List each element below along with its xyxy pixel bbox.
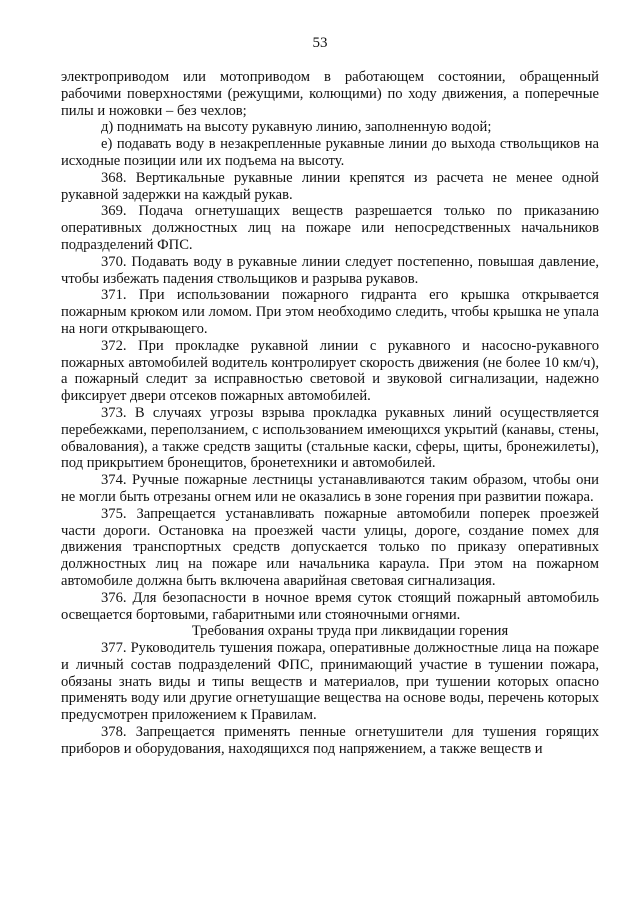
paragraph-371: 371. При использовании пожарного гидранта его крышка открывается пожарным крюком или ломом. При этом необходимо следить, чтобы крышка не упала на ноги открывающего. [61, 287, 599, 337]
paragraph-item-e: е) подавать воду в незакрепленные рукавные линии до выхода ствольщиков на исходные позиции или их подъема на высоту. [61, 136, 599, 169]
paragraph-372: 372. При прокладке рукавной линии с рукавного и насосно-рукавного пожарных автомобилей водитель контролирует скорость движения (не более 10 км/ч), а пожарный следит за исправностью световой и звуковой сигнализации, надежно фиксирует двери отсеков пожарных автомобилей. [61, 337, 599, 405]
paragraph-375: 375. Запрещается устанавливать пожарные автомобили поперек проезжей части дороги. Остановка на проезжей части улицы, дороге, создание помех для движения транспортных средств допускается только по приказу оперативных должностных лиц на пожаре или начальника караула. При этом на пожарном автомобиле должна быть включена аварийная световая сигнализация. [61, 505, 599, 589]
paragraph-374: 374. Ручные пожарные лестницы устанавливаются таким образом, чтобы они не могли быть отрезаны огнем или не оказались в зоне горения при развитии пожара. [61, 472, 599, 505]
paragraph-370: 370. Подавать воду в рукавные линии следует постепенно, повышая давление, чтобы избежать падения ствольщиков и разрыва рукавов. [61, 253, 599, 287]
paragraph-continuation: электроприводом или мотоприводом в работающем состоянии, обращенный рабочими поверхностями (режущими, колющими) по ходу движения, а поперечные пилы и ножовки – без чехлов; [61, 69, 599, 119]
paragraph-369: 369. Подача огнетушащих веществ разрешается только по приказанию оперативных должностных лиц на пожаре или непосредственных начальников подразделений ФПС. [61, 203, 599, 253]
page-number: 53 [312, 35, 328, 51]
document-body [61, 69, 599, 758]
section-heading: Требования охраны труда при ликвидации горения [191, 623, 509, 640]
paragraph-376: 376. Для безопасности в ночное время суток стоящий пожарный автомобиль освещается бортовыми, габаритными или стояночными огнями. [61, 589, 599, 623]
paragraph-378: 378. Запрещается применять пенные огнетушители для тушения горящих приборов и оборудования, находящихся под напряжением, а также веществ и [61, 724, 599, 757]
paragraph-377: 377. Руководитель тушения пожара, оперативные должностные лица на пожаре и личный состав подразделений ФПС, принимающий участие в тушении пожара, обязаны знать виды и типы веществ и материалов, при тушении которых опасно применять воду или другие огнетушащие вещества на основе воды, перечень которых предусмотрен приложением к Правилам. [61, 640, 599, 724]
paragraph-373: 373. В случаях угрозы взрыва прокладка рукавных линий осуществляется перебежками, переползанием, с использованием имеющихся укрытий (канавы, стены, обвалования), а также средств защиты (стальные каски, сферы, щиты, бронежилеты), под прикрытием бронещитов, бронетехники и автомобилей. [61, 404, 599, 472]
paragraph-368: 368. Вертикальные рукавные линии крепятся из расчета не менее одной рукавной задержки на каждый рукав. [61, 169, 599, 203]
paragraph-item-d: д) поднимать на высоту рукавную линию, заполненную водой; [101, 119, 492, 136]
